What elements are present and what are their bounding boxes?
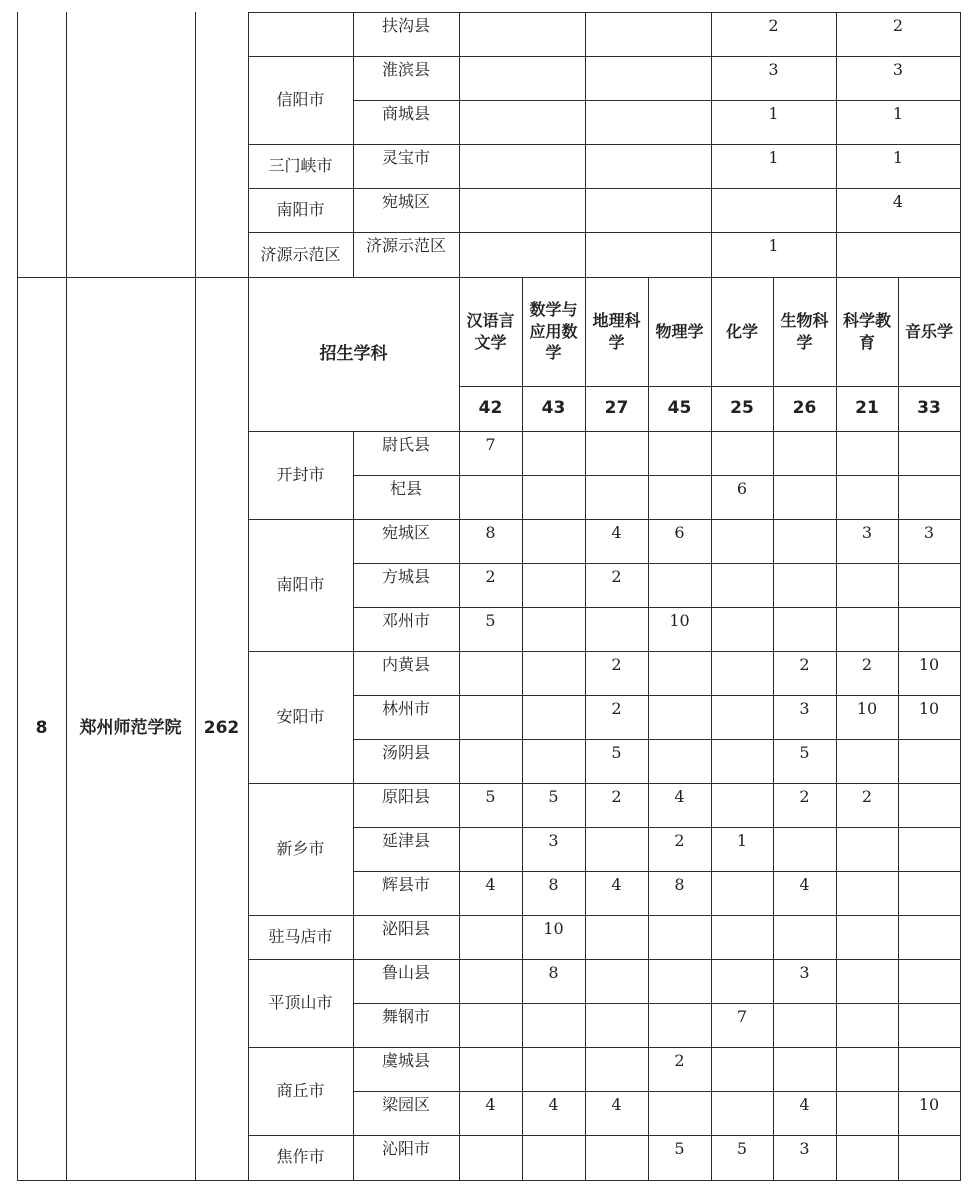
city-cell: 商丘市 (276, 1081, 325, 1100)
value-cell (711, 607, 773, 651)
value-cell (585, 232, 711, 277)
city-cell: 焦作市 (276, 1147, 325, 1166)
value-cell (773, 607, 836, 651)
value-cell: 6 (736, 479, 748, 498)
school-total: 262 (203, 718, 240, 739)
subject-header: 数学与 应用数 学 (529, 300, 578, 363)
value-cell (898, 607, 960, 651)
grid-line (248, 188, 961, 189)
value-cell (773, 915, 836, 959)
grid-line (248, 783, 961, 784)
value-cell (522, 563, 585, 607)
value-cell (648, 651, 711, 695)
value-cell (522, 431, 585, 475)
value-cell (585, 959, 648, 1003)
value-cell (711, 783, 773, 827)
county-cell: 内黄县 (381, 655, 430, 674)
subject-header: 物理学 (655, 321, 704, 341)
county-cell: 虞城县 (381, 1051, 430, 1070)
grid-line (248, 12, 249, 278)
value-cell (836, 1091, 898, 1135)
value-cell (459, 1047, 522, 1091)
grid-line (353, 100, 961, 101)
value-cell (459, 100, 585, 144)
value-cell: 2 (611, 787, 622, 806)
value-cell (898, 1135, 960, 1179)
value-cell (459, 827, 522, 871)
value-cell (898, 871, 960, 915)
value-cell (836, 232, 960, 277)
county-cell: 方城县 (381, 567, 430, 586)
value-cell (898, 915, 960, 959)
grid-line (248, 232, 961, 233)
value-cell (773, 1003, 836, 1047)
value-cell: 2 (485, 567, 496, 586)
value-cell (459, 1135, 522, 1179)
school-name: 郑州师范学院 (79, 718, 182, 739)
value-cell (711, 188, 836, 232)
grid-line (960, 12, 961, 278)
grid-line (66, 12, 67, 1181)
value-cell (459, 232, 585, 277)
county-cell: 沁阳市 (381, 1139, 430, 1158)
subject-total: 26 (792, 398, 817, 419)
value-cell: 5 (799, 743, 810, 762)
subject-header: 地理科 学 (592, 310, 641, 352)
value-cell: 4 (799, 1095, 810, 1114)
county-cell: 宛城区 (381, 523, 430, 542)
value-cell: 4 (485, 875, 496, 894)
value-cell (898, 739, 960, 783)
value-cell (522, 1135, 585, 1179)
city-cell (248, 12, 353, 56)
value-cell: 10 (918, 699, 940, 718)
value-cell (585, 915, 648, 959)
value-cell: 3 (923, 523, 935, 542)
grid-line (459, 386, 961, 387)
value-cell: 1 (768, 236, 779, 255)
value-cell (459, 475, 522, 519)
value-cell (898, 1047, 960, 1091)
value-cell: 10 (856, 699, 878, 718)
subject-header: 化学 (725, 321, 758, 341)
value-cell: 8 (548, 963, 559, 982)
value-cell: 3 (548, 831, 559, 850)
value-cell (648, 1091, 711, 1135)
city-cell: 驻马店市 (268, 927, 333, 946)
value-cell (773, 475, 836, 519)
value-cell: 2 (611, 567, 622, 586)
value-cell (522, 607, 585, 651)
city-cell: 开封市 (276, 465, 325, 484)
value-cell (711, 651, 773, 695)
value-cell (648, 739, 711, 783)
value-cell (711, 739, 773, 783)
value-cell: 3 (799, 699, 810, 718)
grid-line (248, 959, 961, 960)
value-cell: 8 (674, 875, 685, 894)
county-cell: 延津县 (381, 831, 430, 850)
subject-total: 43 (541, 398, 566, 419)
value-cell (773, 827, 836, 871)
city-cell: 平顶山市 (268, 993, 333, 1012)
value-cell: 8 (548, 875, 559, 894)
value-cell (898, 431, 960, 475)
value-cell (836, 607, 898, 651)
grid-line (648, 277, 649, 1181)
county-cell: 梁园区 (381, 1095, 430, 1114)
county-cell: 汤阴县 (381, 743, 430, 762)
grid-line (459, 12, 460, 278)
county-cell: 辉县市 (381, 875, 430, 894)
grid-line (248, 915, 961, 916)
value-cell: 4 (548, 1095, 559, 1114)
value-cell: 2 (799, 655, 810, 674)
value-cell (585, 1003, 648, 1047)
value-cell (898, 1003, 960, 1047)
value-cell (459, 959, 522, 1003)
value-cell (459, 1003, 522, 1047)
subjects-label: 招生学科 (319, 343, 388, 364)
grid-line (353, 695, 961, 696)
county-cell: 灵宝市 (381, 148, 430, 167)
grid-line (353, 563, 961, 564)
grid-line (248, 651, 961, 652)
value-cell: 6 (674, 523, 685, 542)
grid-line (248, 56, 961, 57)
value-cell (585, 827, 648, 871)
value-cell: 3 (892, 60, 904, 79)
value-cell (836, 1135, 898, 1179)
value-cell: 5 (736, 1139, 748, 1158)
city-cell: 安阳市 (276, 707, 325, 726)
value-cell (648, 959, 711, 1003)
value-cell: 7 (736, 1007, 748, 1026)
value-cell (522, 475, 585, 519)
value-cell (648, 563, 711, 607)
value-cell: 2 (674, 831, 685, 850)
value-cell: 10 (918, 655, 940, 674)
grid-line (353, 475, 961, 476)
value-cell: 4 (611, 523, 622, 542)
value-cell: 2 (799, 787, 810, 806)
value-cell: 5 (548, 787, 559, 806)
grid-line (353, 431, 354, 1181)
value-cell (585, 1135, 648, 1179)
value-cell (585, 1047, 648, 1091)
county-cell: 原阳县 (381, 787, 430, 806)
subject-header: 汉语言 文学 (466, 310, 515, 352)
value-cell: 5 (674, 1139, 685, 1158)
grid-line (353, 1003, 961, 1004)
grid-line (711, 277, 712, 1181)
value-cell (459, 144, 585, 188)
value-cell (711, 1091, 773, 1135)
grid-line (353, 827, 961, 828)
value-cell (585, 607, 648, 651)
grid-line (960, 277, 961, 1181)
grid-line (17, 1180, 961, 1181)
value-cell: 1 (768, 104, 779, 123)
value-cell: 8 (485, 523, 496, 542)
grid-line (248, 12, 961, 13)
school-index: 8 (35, 718, 48, 739)
grid-line (248, 431, 961, 432)
value-cell (711, 915, 773, 959)
grid-line (836, 277, 837, 1181)
value-cell (836, 431, 898, 475)
value-cell (836, 739, 898, 783)
value-cell (898, 783, 960, 827)
grid-line (248, 277, 249, 1181)
grid-line (898, 277, 899, 1181)
value-cell: 2 (674, 1051, 685, 1070)
value-cell (648, 915, 711, 959)
value-cell: 2 (768, 16, 779, 35)
value-cell: 5 (485, 787, 496, 806)
value-cell: 3 (799, 963, 810, 982)
value-cell: 4 (674, 787, 685, 806)
city-cell: 信阳市 (276, 90, 325, 109)
county-cell: 林州市 (381, 699, 430, 718)
value-cell: 2 (861, 787, 873, 806)
value-cell (711, 519, 773, 563)
value-cell (836, 1047, 898, 1091)
value-cell (522, 739, 585, 783)
subject-header: 科学教 育 (842, 310, 891, 352)
value-cell (898, 959, 960, 1003)
value-cell: 1 (892, 104, 904, 123)
grid-line (353, 12, 354, 278)
value-cell (585, 475, 648, 519)
subject-total: 25 (730, 398, 754, 419)
value-cell (459, 915, 522, 959)
county-cell: 商城县 (381, 104, 430, 123)
value-cell: 4 (485, 1095, 496, 1114)
subject-header: 音乐学 (904, 321, 953, 341)
value-cell (711, 563, 773, 607)
county-cell: 邓州市 (381, 611, 430, 630)
county-cell: 杞县 (389, 479, 422, 498)
value-cell (648, 695, 711, 739)
grid-line (195, 12, 196, 1181)
value-cell: 2 (892, 16, 904, 35)
grid-line (353, 739, 961, 740)
value-cell: 2 (611, 699, 622, 718)
grid-line (773, 277, 774, 1181)
value-cell (585, 100, 711, 144)
value-cell: 10 (543, 919, 564, 938)
value-cell (522, 1047, 585, 1091)
value-cell (898, 563, 960, 607)
value-cell: 5 (611, 743, 622, 762)
county-cell: 宛城区 (381, 192, 430, 211)
city-cell: 三门峡市 (268, 156, 333, 175)
value-cell (836, 871, 898, 915)
value-cell: 2 (861, 655, 873, 674)
value-cell (459, 12, 585, 56)
city-cell: 新乡市 (276, 839, 325, 858)
grid-line (248, 144, 961, 145)
value-cell: 10 (918, 1095, 940, 1114)
subject-total: 27 (604, 398, 629, 419)
value-cell: 3 (799, 1139, 810, 1158)
value-cell (459, 739, 522, 783)
value-cell: 10 (669, 611, 690, 630)
grid-line (585, 12, 586, 278)
city-cell: 南阳市 (276, 575, 325, 594)
value-cell (648, 475, 711, 519)
value-cell (711, 959, 773, 1003)
value-cell: 4 (611, 875, 622, 894)
value-cell: 4 (611, 1095, 622, 1114)
value-cell (711, 431, 773, 475)
value-cell (522, 519, 585, 563)
value-cell (836, 563, 898, 607)
value-cell (836, 915, 898, 959)
value-cell: 5 (485, 611, 496, 630)
value-cell (773, 563, 836, 607)
county-cell: 尉氏县 (381, 435, 430, 454)
grid-line (522, 277, 523, 1181)
value-cell: 4 (892, 192, 904, 211)
grid-line (459, 277, 460, 1181)
county-cell: 鲁山县 (381, 963, 430, 982)
value-cell (459, 695, 522, 739)
value-cell (459, 188, 585, 232)
value-cell: 1 (768, 148, 779, 167)
value-cell (836, 827, 898, 871)
grid-line (836, 12, 837, 278)
subject-total: 33 (917, 398, 941, 419)
value-cell: 3 (861, 523, 873, 542)
value-cell (522, 1003, 585, 1047)
subject-header: 生物科 学 (780, 310, 829, 352)
county-cell: 淮滨县 (381, 60, 430, 79)
county-cell: 泌阳县 (381, 919, 430, 938)
value-cell (711, 1047, 773, 1091)
value-cell (898, 827, 960, 871)
grid-line (353, 1091, 961, 1092)
value-cell (585, 12, 711, 56)
value-cell: 2 (611, 655, 622, 674)
value-cell (836, 475, 898, 519)
subject-total: 21 (855, 398, 879, 419)
value-cell (711, 695, 773, 739)
city-cell: 南阳市 (276, 200, 325, 219)
subject-total: 42 (478, 398, 503, 419)
city-cell: 济源示范区 (260, 244, 341, 264)
county-cell: 舞钢市 (381, 1007, 430, 1026)
value-cell: 1 (892, 148, 904, 167)
grid-line (248, 1047, 961, 1048)
grid-line (353, 607, 961, 608)
value-cell (898, 475, 960, 519)
value-cell (773, 431, 836, 475)
subject-total: 45 (667, 398, 692, 419)
value-cell (585, 431, 648, 475)
grid-line (17, 277, 961, 278)
value-cell (711, 871, 773, 915)
value-cell (836, 1003, 898, 1047)
county-cell: 扶沟县 (381, 16, 430, 35)
value-cell (522, 695, 585, 739)
value-cell (522, 651, 585, 695)
value-cell (585, 188, 711, 232)
value-cell: 1 (736, 831, 748, 850)
value-cell (773, 1047, 836, 1091)
value-cell (836, 959, 898, 1003)
grid-line (248, 1135, 961, 1136)
value-cell: 4 (799, 875, 810, 894)
value-cell (585, 144, 711, 188)
value-cell (459, 651, 522, 695)
value-cell (773, 519, 836, 563)
value-cell (648, 431, 711, 475)
grid-line (353, 871, 961, 872)
value-cell (648, 1003, 711, 1047)
value-cell: 3 (768, 60, 779, 79)
grid-line (585, 277, 586, 1181)
value-cell (585, 56, 711, 100)
grid-line (17, 12, 18, 1181)
value-cell: 7 (485, 435, 496, 454)
grid-line (711, 12, 712, 278)
grid-line (248, 519, 961, 520)
county-cell: 济源示范区 (365, 236, 446, 255)
value-cell (459, 56, 585, 100)
